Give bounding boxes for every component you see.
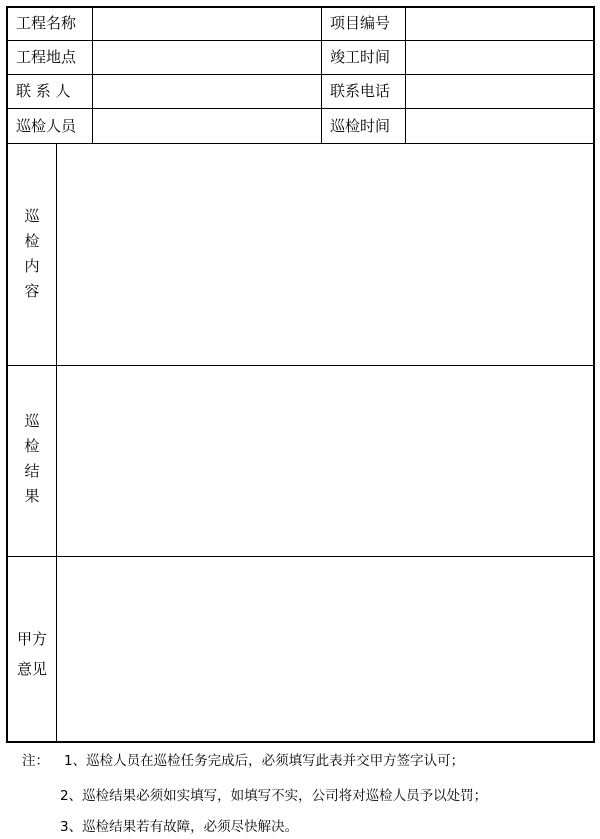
- inspection-time-label: 巡检时间: [330, 117, 391, 135]
- label-char: 意见: [16, 660, 47, 678]
- col-divider: [92, 8, 93, 143]
- project-number-label: 项目编号: [330, 14, 391, 32]
- project-location-label: 工程地点: [16, 48, 77, 66]
- completion-date-label: 竣工时间: [330, 48, 391, 66]
- project-name-field[interactable]: [94, 8, 320, 40]
- inspection-result-area[interactable]: [58, 366, 593, 556]
- label-char: 检: [24, 437, 40, 455]
- inspection-form: [6, 6, 595, 743]
- contact-person-label: 联 系 人: [16, 82, 71, 100]
- project-location-field[interactable]: [94, 41, 320, 74]
- contact-phone-label: 联系电话: [330, 82, 391, 100]
- note-line: 1、巡检人员在巡检任务完成后，必须填写此表并交甲方签字认可；: [64, 753, 465, 769]
- inspector-field[interactable]: [94, 109, 320, 143]
- label-char: 检: [24, 232, 40, 250]
- section-label-divider: [56, 143, 57, 743]
- contact-phone-field[interactable]: [407, 75, 593, 108]
- label-char: 巡: [24, 412, 40, 430]
- notes-prefix: 注：: [22, 753, 49, 769]
- project-number-field[interactable]: [407, 8, 593, 40]
- inspection-content-label: [20, 204, 44, 304]
- contact-person-field[interactable]: [94, 75, 320, 108]
- label-char: 果: [24, 487, 40, 505]
- completion-date-field[interactable]: [407, 41, 593, 74]
- inspection-content-area[interactable]: [58, 144, 593, 365]
- project-name-label: 工程名称: [16, 14, 77, 32]
- client-opinion-area[interactable]: [58, 557, 593, 741]
- inspector-label: 巡检人员: [16, 117, 77, 135]
- col-divider: [405, 8, 406, 143]
- note-line: 3、巡检结果若有故障，必须尽快解决。: [60, 819, 299, 835]
- label-char: 巡: [24, 207, 40, 225]
- label-char: 内: [24, 257, 40, 275]
- inspection-time-field[interactable]: [407, 109, 593, 143]
- note-line: 2、巡检结果必须如实填写，如填写不实，公司将对巡检人员予以处罚；: [60, 788, 488, 804]
- label-char: 容: [24, 282, 40, 300]
- label-char: 甲方: [16, 630, 47, 648]
- col-divider: [321, 8, 322, 143]
- client-opinion-label: [10, 624, 54, 684]
- label-char: 结: [24, 462, 40, 480]
- inspection-result-label: [20, 409, 44, 509]
